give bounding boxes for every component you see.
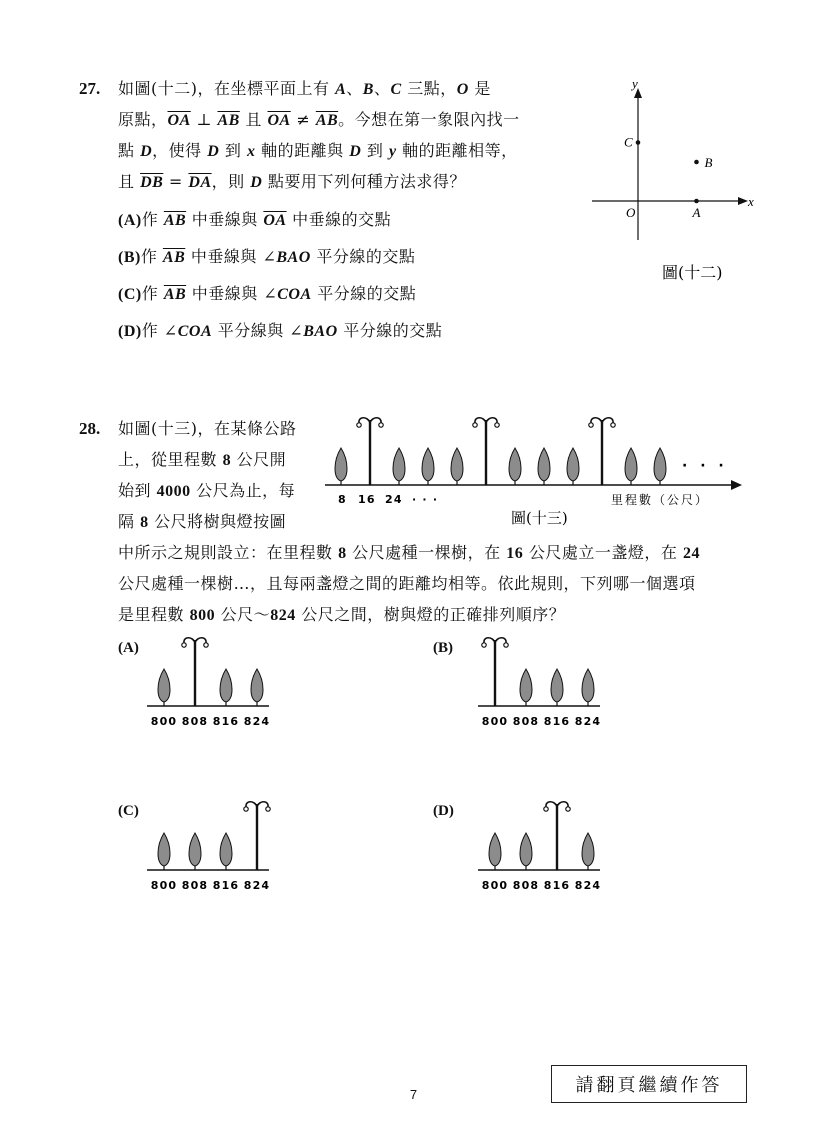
question-number: 27. [79,79,101,98]
text: 原點， [118,110,168,129]
tree-icon [538,448,550,485]
option-b-figure [478,632,608,732]
text: ，則 [211,172,251,191]
option-d-figure [478,796,608,896]
option-b-label: (B) [433,640,453,656]
text: 。今想在第一象限內找一 [338,110,520,129]
q28-body-2 [118,574,696,594]
variable: y [388,143,397,160]
tree-icon [582,669,594,706]
tick-label: 800 [481,879,509,892]
text: 中所示之規則設立：在里程數 [118,543,339,562]
text: 公尺開 [231,450,287,469]
text: 隔 [118,512,141,531]
text: ⊥ [190,110,218,129]
number: 8 [222,452,232,469]
figure-caption: 圖(十二) [662,263,723,282]
option-label: (A) [118,212,142,229]
tree-icon [582,833,594,870]
segment: $\overline{OA}$ [263,212,287,229]
tree-icon [654,448,666,485]
point-a-label: A [692,205,701,220]
y-axis-label: y [632,76,638,91]
road-figure [0,0,827,560]
point-name: D [207,143,220,160]
tick-label: 8 [338,493,347,506]
tick-label: 800 [150,715,178,728]
text: 公尺之間，樹與燈的正確排列順序？ [295,605,566,624]
segment: $\overline{DA}$ [188,174,212,191]
point-name: D [349,143,362,160]
tick-label: 816 [543,879,571,892]
tick-label: 816 [212,879,240,892]
text: 是里程數 [118,605,190,624]
page-number: 7 [409,1087,418,1102]
lamp-icon [244,802,270,870]
text: 公尺處立一盞燈，在 [523,543,683,562]
tree-icon [451,448,463,485]
lamp-icon [357,418,383,485]
tree-icon [251,669,263,706]
text: 平分線的交點 [310,247,416,266]
question-number: 28. [79,419,101,438]
text: ，使得 [152,141,208,160]
text: 平分線與 ∠ [212,321,304,340]
angle-name: BAO [276,249,311,266]
x-axis-label: x [748,194,754,209]
point-name: A [335,81,347,98]
text: ≠ [290,110,316,129]
text: 到 [361,141,389,160]
segment: $\overline{OA}$ [267,112,291,129]
text: 作 [140,247,163,266]
lamp-icon [589,418,615,485]
segment: $\overline{AB}$ [163,212,187,229]
tick-label: 800 [150,879,178,892]
text: 軸的距離相等， [396,141,518,160]
text: 公尺～ [215,605,271,624]
tree-icon [567,448,579,485]
tree-icon [625,448,637,485]
text: 是 [468,79,491,98]
tree-icon [189,833,201,870]
figure-caption: 圖(十三) [511,509,568,527]
tree-icon [158,669,170,706]
tree-icon [393,448,405,485]
point-name: D [250,174,263,191]
text: 作 [141,210,164,229]
tree-icon [520,669,532,706]
text: 點要用下列何種方法求得？ [262,172,466,191]
point-name: C [390,81,402,98]
point-o-label: O [626,205,636,220]
text: 、 [346,79,363,98]
tree-icon [220,669,232,706]
axis-label: 里程數（公尺） [611,493,710,507]
option-label: (B) [118,249,141,266]
tick-label: 824 [243,879,271,892]
text: 如圖(十二)，在坐標平面上有 [118,79,336,98]
tick-label: 16 [358,493,376,506]
figure-items [335,418,666,485]
option-d-label: (D) [433,803,454,819]
segment: $\overline{AB}$ [163,286,187,303]
tick-label: · · · [412,493,439,506]
text: 中垂線與 [186,210,264,229]
tree-icon [509,448,521,485]
option-label: (C) [118,286,142,303]
tick-label: 824 [574,879,602,892]
text: = [163,172,189,191]
tree-icon [335,448,347,485]
text: 且 [118,172,141,191]
tick-label: 824 [574,715,602,728]
tick-label: 808 [512,879,540,892]
tick-label: 808 [181,715,209,728]
text: 公尺處種一棵樹，在 [346,543,507,562]
point-name: D [140,143,153,160]
variable: x [247,143,256,160]
text: 公尺處種一棵樹…，且每兩盞燈之間的距離均相等。依此規則，下列哪一個選項 [118,574,696,593]
tick-label: 808 [512,715,540,728]
option-c-label: (C) [118,803,139,819]
option-a-label: (A) [118,640,139,656]
angle-name: BAO [303,323,338,340]
text: 平分線的交點 [311,284,417,303]
segment: $\overline{AB}$ [162,249,186,266]
text: 作 ∠ [141,321,178,340]
point-name: O [456,81,469,98]
q28-body-3 [118,605,565,626]
text: 中垂線與 ∠ [185,247,277,266]
number: 8 [338,545,347,562]
segment: $\overline{DB}$ [140,174,164,191]
text: 作 [141,284,164,303]
number: 16 [506,545,524,562]
option-c-figure [147,796,277,896]
number: 4000 [156,483,191,500]
road-arrow [731,480,742,490]
segment: $\overline{OA}$ [167,112,191,129]
tree-icon [158,833,170,870]
text: 、 [373,79,391,98]
text: 到 [219,141,247,160]
tree-icon [220,833,232,870]
point-c-label: C [624,134,633,150]
number: 24 [682,545,700,562]
text: 公尺為止，每 [190,481,296,500]
lamp-icon [482,638,508,706]
number: 800 [189,607,216,624]
text: 且 [239,110,268,129]
lamp-icon [473,418,499,485]
lamp-icon [544,802,570,870]
text: 中垂線與 ∠ [186,284,278,303]
lamp-icon [182,638,208,706]
tick-label: 808 [181,879,209,892]
text: 始到 [118,481,157,500]
angle-name: COA [277,286,312,303]
number: 824 [270,607,296,624]
point-b-label: B [704,155,713,170]
segment: $\overline{AB}$ [217,112,240,129]
text: 中垂線的交點 [286,210,392,229]
option-label: (D) [118,323,142,340]
tick-label: 824 [243,715,271,728]
text: 三點， [401,79,457,98]
tick-label: 800 [481,715,509,728]
text: 公尺將樹與燈按圖 [148,512,287,531]
ellipsis: · · · [682,458,728,474]
text: 軸的距離與 [255,141,350,160]
text: 平分線的交點 [337,321,443,340]
tree-icon [489,833,501,870]
tree-icon [551,669,563,706]
number: 8 [140,514,149,531]
continue-notice: 請翻頁繼續作答 [551,1065,747,1103]
tick-label: 816 [212,715,240,728]
text: 如圖(十三)，在某條公路 [118,419,297,438]
text: 上，從里程數 [118,450,223,469]
text: 點 [118,141,141,160]
tick-label: 816 [543,715,571,728]
segment: $\overline{AB}$ [315,112,339,129]
option-a-figure [147,632,277,732]
point-name: B [362,81,374,98]
tree-icon [422,448,434,485]
tick-label: 24 [385,493,403,506]
angle-name: COA [177,323,213,340]
tree-icon [520,833,532,870]
